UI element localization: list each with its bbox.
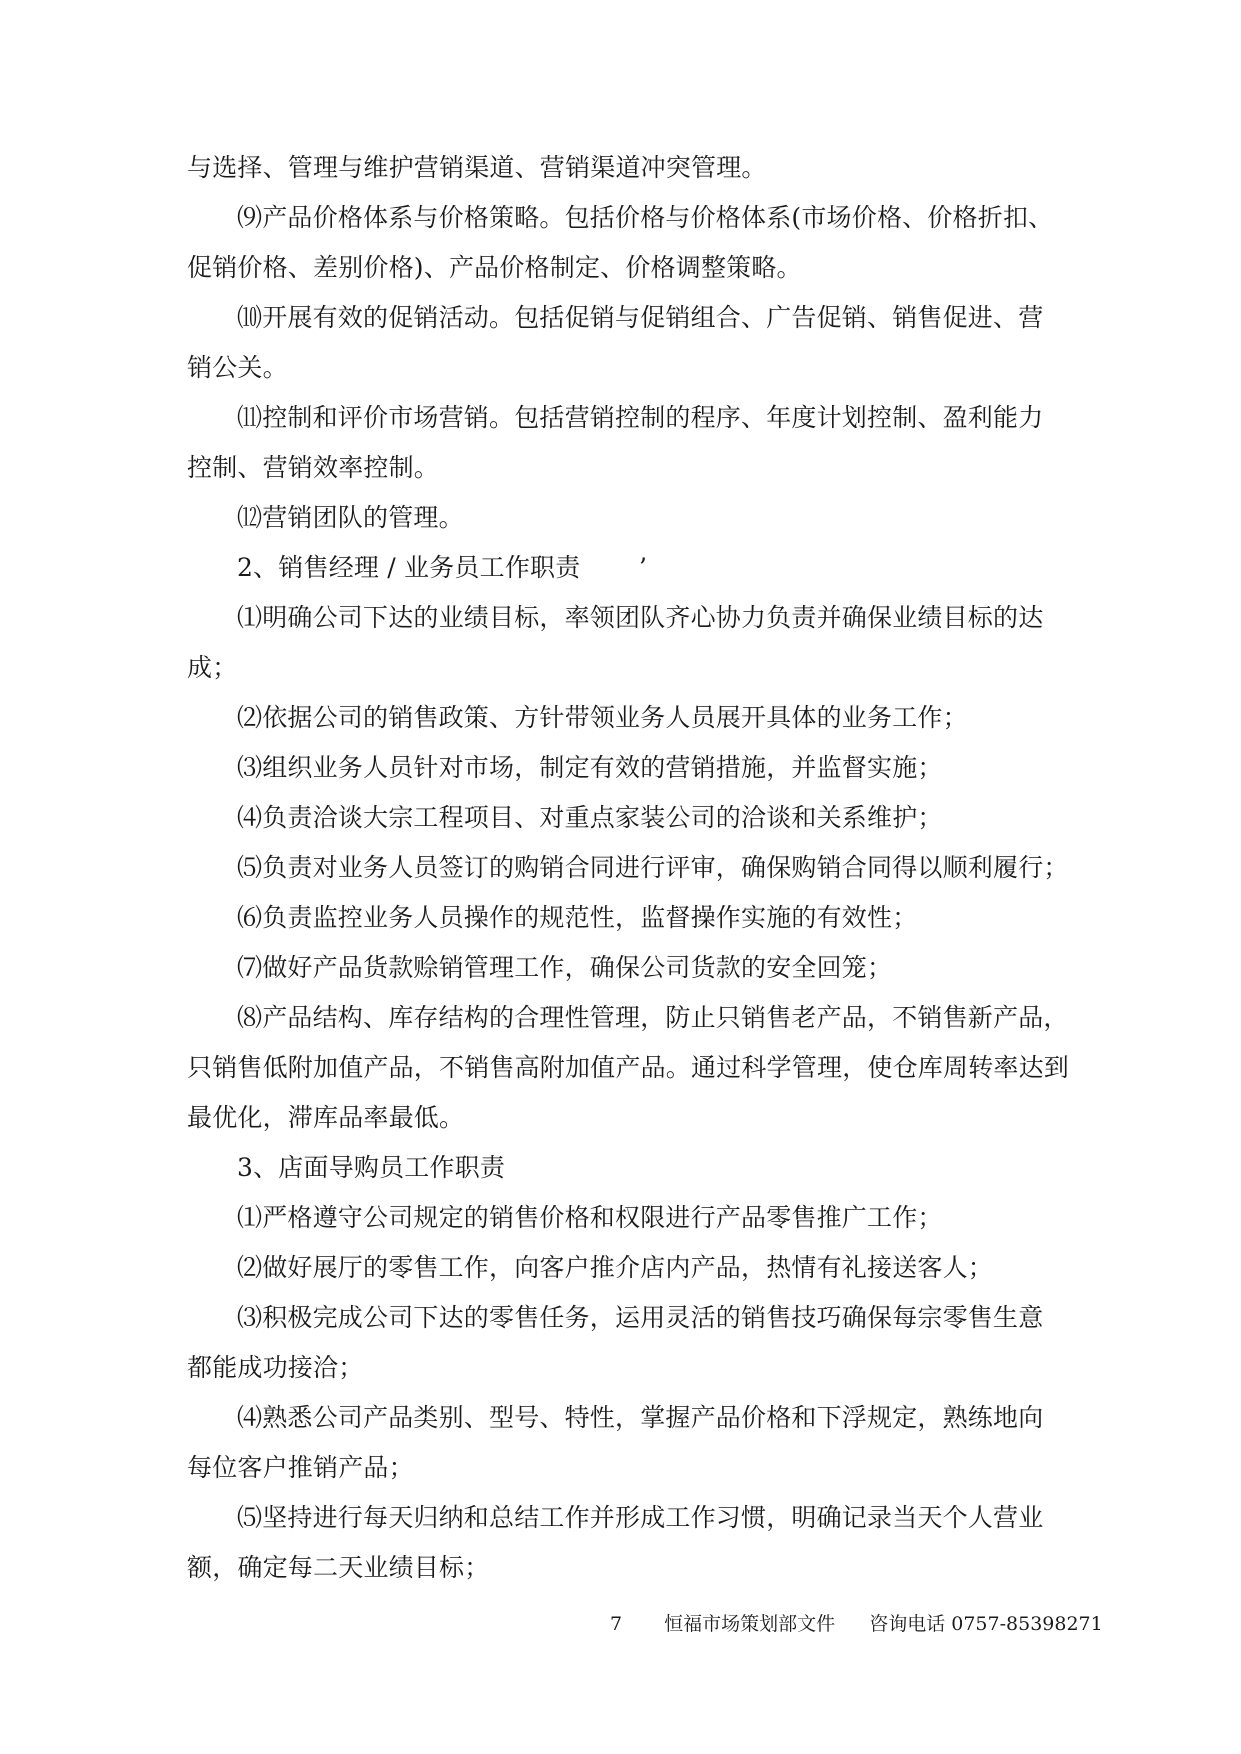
- text-line: ⑽开展有效的促销活动。包括促销与促销组合、广告促销、销售促进、营: [237, 303, 1044, 332]
- text-line: 与选择、管理与维护营销渠道、营销渠道冲突管理。: [187, 153, 767, 182]
- text-line: 成；: [187, 653, 238, 682]
- text-line: ⑷熟悉公司产品类别、型号、特性，掌握产品价格和下浮规定，熟练地向: [237, 1403, 1044, 1432]
- text-line: ⑵依据公司的销售政策、方针带领业务人员展开具体的业务工作；: [237, 703, 968, 732]
- page-number: 7: [610, 1613, 623, 1635]
- text-line: 控制、营销效率控制。: [187, 453, 440, 482]
- footer-organization: 恒福市场策划部文件: [664, 1613, 836, 1635]
- text-line: ⑴明确公司下达的业绩目标，率领团队齐心协力负责并确保业绩目标的达: [237, 603, 1044, 632]
- footer-contact: 咨询电话 0757-85398271: [869, 1613, 1103, 1635]
- text-line: ⑸坚持进行每天归纳和总结工作并形成工作习惯，明确记录当天个人营业: [237, 1503, 1044, 1532]
- text-line: ⑵做好展厅的零售工作，向客户推介店内产品，热情有礼接送客人；: [237, 1253, 994, 1282]
- text-line: ⑶组织业务人员针对市场，制定有效的营销措施，并监督实施；: [237, 753, 943, 782]
- text-line: ⑸负责对业务人员签订的购销合同进行评审，确保购销合同得以顺利履行；: [237, 853, 1069, 882]
- text-line: ⑺做好产品货款赊销管理工作，确保公司货款的安全回笼；: [237, 953, 893, 982]
- text-line: ⑴严格遵守公司规定的销售价格和权限进行产品零售推广工作；: [237, 1203, 943, 1232]
- text-line: 只销售低附加值产品，不销售高附加值产品。通过科学管理，使仓库周转率达到: [187, 1053, 1070, 1082]
- text-line: 最优化，滞库品率最低。: [187, 1103, 465, 1132]
- text-line: ⑼产品价格体系与价格策略。包括价格与价格体系(市场价格、价格折扣、: [237, 203, 1054, 232]
- text-line: 3、店面导购员工作职责: [237, 1153, 506, 1182]
- document-body: [187, 150, 1070, 1585]
- text-line: 2、销售经理 / 业务员工作职责 ’: [237, 553, 648, 582]
- page-footer: [610, 1612, 1103, 1636]
- text-line: ⑾控制和评价市场营销。包括营销控制的程序、年度计划控制、盈利能力: [237, 403, 1044, 432]
- text-line: 额，确定每二天业绩目标；: [187, 1553, 490, 1582]
- text-line: ⑹负责监控业务人员操作的规范性，监督操作实施的有效性；: [237, 903, 918, 932]
- text-line: ⑶积极完成公司下达的零售任务，运用灵活的销售技巧确保每宗零售生意: [237, 1303, 1044, 1332]
- text-line: 销公关。: [187, 353, 288, 382]
- text-line: 都能成功接洽；: [187, 1353, 364, 1382]
- text-line: ⑷负责洽谈大宗工程项目、对重点家装公司的洽谈和关系维护；: [237, 803, 943, 832]
- text-line: ⑿营销团队的管理。: [237, 503, 464, 532]
- text-line: ⑻产品结构、库存结构的合理性管理，防止只销售老产品，不销售新产品，: [237, 1003, 1069, 1032]
- text-line: 每位客户推销产品；: [187, 1453, 414, 1482]
- text-line: 促销价格、差别价格)、产品价格制定、价格调整策略。: [187, 253, 802, 282]
